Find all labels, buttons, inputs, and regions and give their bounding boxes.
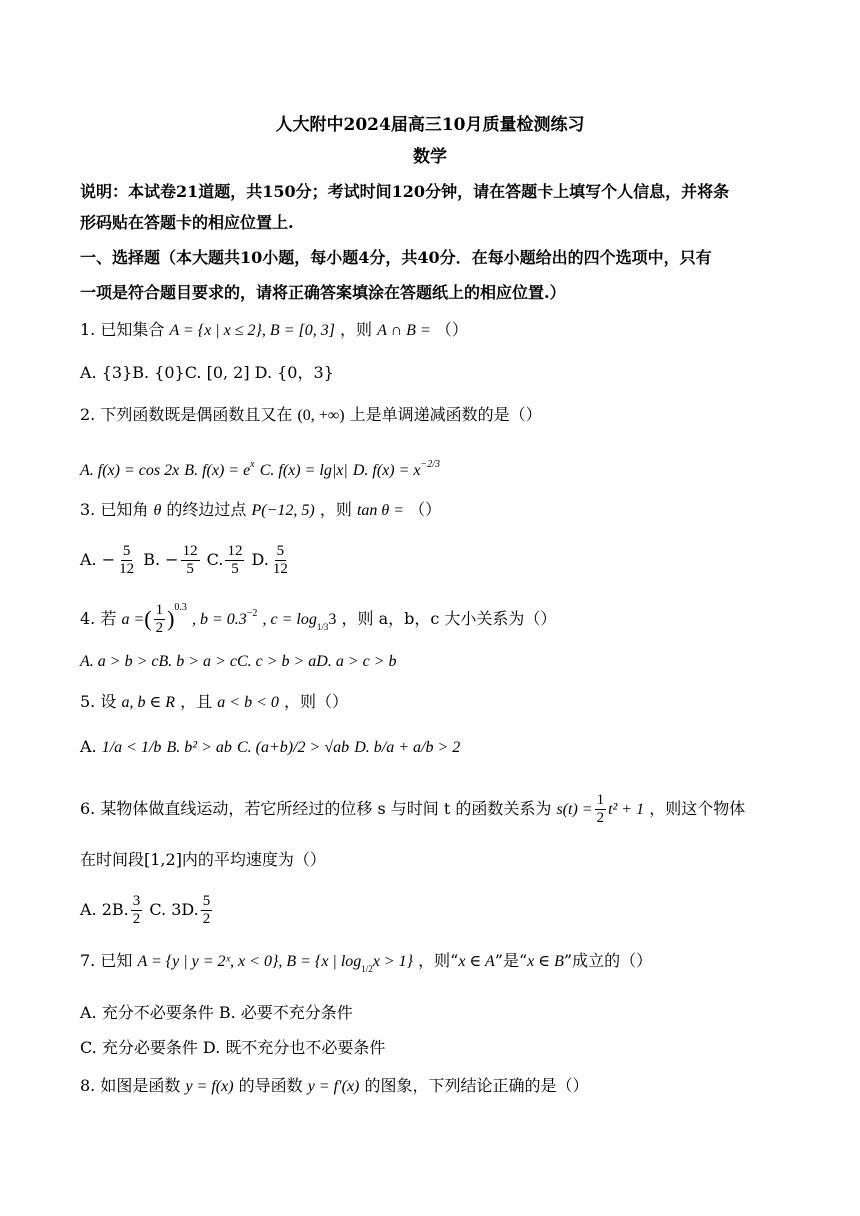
exam-subject: 数学: [413, 147, 447, 167]
q2-option-d: D. f(x) = x: [352, 462, 421, 479]
q8-deriv: y = f′(x): [307, 1078, 360, 1095]
q3-option-c-fraction: [225, 543, 244, 578]
question-7-options-row-2: C. 充分必要条件 D. 既不充分也不必要条件: [80, 1038, 386, 1057]
q5-cond2: a < b < 0: [217, 694, 279, 711]
q6-b-num: 3: [132, 893, 141, 909]
q3-b-den: 5: [186, 561, 194, 577]
q7-sets: A = {y | y = 2ˣ, x < 0}, B = {x | log: [137, 953, 362, 970]
q6-option-d-fraction: [201, 893, 213, 928]
q4-right-paren: ): [167, 606, 175, 631]
q8-tail: 的图象，下列结论正确的是（）: [364, 1076, 589, 1095]
question-1-options: A. {3}B. {0}C. [0, 2] D. {0，3}: [80, 363, 334, 382]
q3-option-b-label: B. −: [143, 550, 179, 569]
question-3-options: [80, 543, 292, 578]
q2-option-b: B. f(x) = e: [184, 462, 251, 479]
q6-b-den: 2: [132, 911, 141, 927]
question-6-line-1: [80, 792, 745, 827]
q6-func: s(t) =: [556, 801, 593, 818]
question-8: [80, 1076, 588, 1097]
q3-c-den: 5: [231, 561, 239, 577]
q2-option-a: A. f(x) = cos 2x: [80, 462, 180, 479]
q6-func-tail: t² + 1: [608, 801, 645, 818]
q5-cond: a, b ∈ R: [121, 694, 176, 711]
q6-fraction: [595, 792, 607, 827]
q3-theta: θ: [153, 502, 162, 519]
q4-a-exp: 0.3: [174, 602, 187, 613]
q7-log-base: 1/2: [361, 964, 373, 974]
q3-c-num: 12: [227, 543, 243, 559]
q5-tail: ，则（）: [283, 692, 348, 711]
q7-cond2: x ∈ B: [527, 953, 564, 970]
q3-a-den: 12: [119, 561, 135, 577]
q2-prefix: 2. 下列函数既是偶函数且又在: [80, 405, 293, 424]
q5-prefix: 5. 设: [80, 692, 117, 711]
q3-mid2: ，则: [319, 500, 352, 519]
section-heading-line-1: 一、选择题（本大题共10小题，每小题4分，共40分．在每小题给出的四个选项中，只有: [80, 248, 712, 267]
q5-option-c: C. (a+b)/2 > √ab: [236, 739, 350, 756]
q3-option-d-label: D.: [251, 550, 269, 569]
q3-tail: （）: [409, 500, 442, 519]
q8-prefix: 8. 如图是函数: [80, 1076, 181, 1095]
q5-option-a-label: A.: [80, 737, 97, 756]
q4-a-den: 2: [155, 620, 164, 636]
q3-d-den: 12: [272, 561, 288, 577]
q6-option-b-fraction: [131, 893, 143, 928]
q3-option-a-fraction: [117, 543, 136, 578]
q6-num: 1: [596, 792, 605, 808]
q7-mid2: ”是“: [494, 951, 528, 970]
q8-mid: 的导函数: [238, 1076, 303, 1095]
q2-option-c: C. f(x) = lg|x|: [259, 462, 348, 479]
q6-prefix: 6. 某物体做直线运动，若它所经过的位移 s 与时间 t 的函数关系为: [80, 799, 552, 818]
q1-tail: （）: [435, 320, 468, 339]
q7-set-b-tail: x > 1}: [372, 953, 414, 970]
q3-option-c-label: C.: [206, 550, 224, 569]
question-5-options: [80, 737, 460, 758]
q3-a-num: 5: [122, 543, 131, 559]
q6-option-c: C. 3D.: [149, 900, 199, 919]
question-3: [80, 500, 441, 521]
instructions-line-1: 说明：本试卷21道题，共150分；考试时间120分钟，请在答题卡上填写个人信息，并将条: [80, 182, 730, 201]
exam-title: 人大附中2024届高三10月质量检测练习: [275, 115, 585, 135]
q1-sets: A = {x | x ≤ 2}, B = [0, 3]: [169, 322, 335, 339]
q7-cond1: x ∈ A: [458, 953, 495, 970]
q3-prefix: 3. 已知角: [80, 500, 149, 519]
q7-prefix: 7. 已知: [80, 951, 133, 970]
q4-b-exp: −2: [246, 608, 258, 619]
q1-prefix: 1. 已知集合: [80, 320, 165, 339]
q3-expr: tan θ =: [356, 502, 405, 519]
q3-option-d-fraction: [271, 543, 290, 578]
q6-den: 2: [596, 810, 605, 826]
q5-option-b: B. b² > ab: [166, 739, 232, 756]
q8-func: y = f(x): [185, 1078, 234, 1095]
q2-interval: (0, +∞): [297, 407, 345, 424]
q3-option-a-label: A. −: [80, 550, 116, 569]
question-2-options: [80, 455, 440, 481]
q2-option-b-exp: x: [250, 459, 255, 470]
q4-c: , c = log: [262, 611, 317, 628]
q4-left-paren: (: [144, 606, 152, 631]
section-heading-line-2: 一项是符合题目要求的，请将正确答案填涂在答题纸上的相应位置.）: [80, 283, 566, 302]
q6-d-den: 2: [202, 911, 211, 927]
q6-d-num: 5: [202, 893, 211, 909]
q3-point: P(−12, 5): [251, 502, 315, 519]
q2-option-d-exp: −2/3: [420, 459, 441, 470]
q2-tail: 上是单调递减函数的是（）: [349, 405, 542, 424]
question-1: [80, 320, 468, 341]
q3-b-num: 12: [182, 543, 198, 559]
question-6-line-2: 在时间段[1,2]内的平均速度为（）: [80, 850, 326, 869]
question-4-options: A. a > b > cB. b > a > cC. c > b > aD. a > c > b: [80, 653, 397, 670]
q7-mid: ，则“: [418, 951, 459, 970]
q4-c-tail: 3: [328, 611, 337, 628]
question-4: [80, 598, 556, 637]
q4-tail: ，则 a，b，c 大小关系为（）: [341, 609, 557, 628]
q3-option-b-fraction: [181, 543, 200, 578]
q5-mid: ，且: [180, 692, 213, 711]
q5-option-a: 1/a < 1/b: [101, 739, 162, 756]
q4-b: , b = 0.3: [192, 611, 247, 628]
q5-option-d: D. b/a + a/b > 2: [354, 739, 461, 756]
q6-line1-tail: ，则这个物体: [649, 799, 746, 818]
q4-c-base: 1/3: [316, 622, 329, 632]
question-5: [80, 692, 348, 713]
q3-d-num: 5: [276, 543, 285, 559]
instructions-line-2: 形码贴在答题卡的相应位置上.: [80, 213, 294, 232]
q1-mid: ，则: [340, 320, 373, 339]
question-7: [80, 951, 652, 979]
q4-a-num: 1: [155, 602, 164, 618]
question-6-options: [80, 893, 214, 928]
question-7-options-row-1: A. 充分不必要条件 B. 必要不充分条件: [80, 1003, 353, 1022]
question-2: [80, 405, 542, 426]
q4-a-fraction: [154, 602, 166, 637]
q4-a: a =: [121, 611, 145, 628]
q6-option-a: A. 2B.: [80, 900, 129, 919]
q1-expr: A ∩ B =: [377, 322, 431, 339]
q3-mid: 的终边过点: [166, 500, 247, 519]
q7-tail: ”成立的（）: [563, 951, 653, 970]
q4-prefix: 4. 若: [80, 609, 117, 628]
